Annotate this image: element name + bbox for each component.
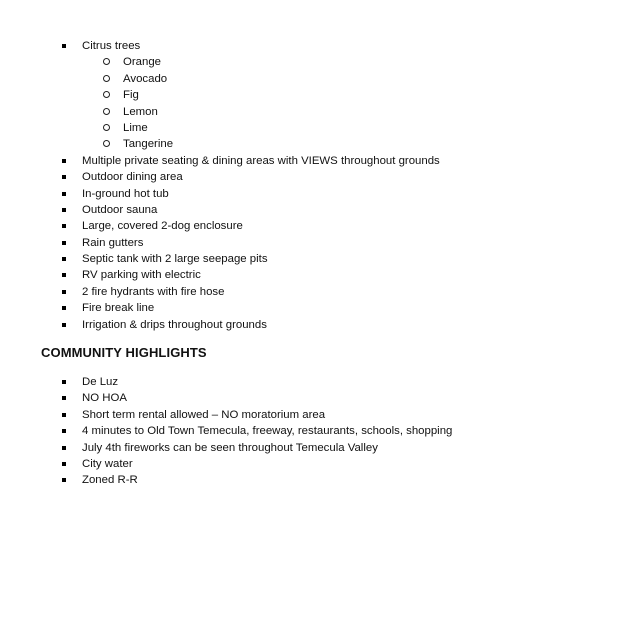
citrus-variety-text: Lemon: [123, 105, 158, 118]
list-item-text: City water: [82, 457, 133, 470]
citrus-variety-text: Orange: [123, 56, 161, 69]
list-item-text: Septic tank with 2 large seepage pits: [82, 253, 268, 266]
list-item-text: In-ground hot tub: [82, 187, 169, 200]
list-item: [82, 218, 440, 234]
list-item: [82, 472, 452, 488]
circle-bullet-icon: [103, 140, 110, 147]
square-bullet-icon: [62, 224, 66, 228]
citrus-variety-item: [123, 136, 440, 152]
list-item-text: Outdoor sauna: [82, 203, 158, 216]
square-bullet-icon: [62, 478, 66, 482]
citrus-variety-item: [123, 87, 440, 103]
list-item: [82, 317, 440, 333]
list-item-text: July 4th fireworks can be seen throughout Temecula Valley: [82, 441, 378, 454]
citrus-variety-text: Tangerine: [123, 138, 174, 151]
citrus-variety-text: Lime: [123, 121, 148, 134]
list-item: [82, 423, 452, 439]
list-item-text: RV parking with electric: [82, 269, 201, 282]
list-item: [82, 284, 440, 300]
list-item: [82, 390, 452, 406]
list-item-text: Multiple private seating & dining areas with VIEWS throughout grounds: [82, 154, 440, 167]
square-bullet-icon: [62, 446, 66, 450]
list-item-text: Citrus trees: [82, 40, 141, 52]
circle-bullet-icon: [103, 108, 110, 115]
square-bullet-icon: [62, 429, 66, 433]
list-item: [82, 202, 440, 218]
square-bullet-icon: [62, 257, 66, 261]
citrus-variety-item: [123, 104, 440, 120]
list-item: [82, 186, 440, 202]
list-item: [82, 235, 440, 251]
list-item-text: Irrigation & drips throughout grounds: [82, 318, 267, 331]
list-item: [82, 374, 452, 390]
square-bullet-icon: [62, 413, 66, 417]
square-bullet-icon: [62, 241, 66, 245]
citrus-sublist-wrapper: [82, 54, 440, 152]
square-bullet-icon: [62, 380, 66, 384]
citrus-variety-item: [123, 54, 440, 70]
community-highlights-heading: COMMUNITY HIGHLIGHTS: [41, 345, 207, 360]
list-item: [82, 267, 440, 283]
citrus-variety-item: [123, 71, 440, 87]
list-item-citrus-trees: [82, 38, 440, 54]
property-features-list: [82, 38, 440, 333]
square-bullet-icon: [62, 192, 66, 196]
square-bullet-icon: [62, 323, 66, 327]
square-bullet-icon: [62, 290, 66, 294]
list-item-text: Outdoor dining area: [82, 171, 183, 184]
citrus-variety-text: Avocado: [123, 72, 168, 85]
list-item: [82, 300, 440, 316]
citrus-variety-text: Fig: [123, 89, 139, 102]
community-highlights-list: [82, 374, 452, 489]
list-item-text: Short term rental allowed – NO moratorium area: [82, 408, 326, 421]
square-bullet-icon: [62, 273, 66, 277]
square-bullet-icon: [62, 462, 66, 466]
list-item-text: 2 fire hydrants with fire hose: [82, 285, 225, 298]
list-item: [82, 407, 452, 423]
citrus-variety-item: [123, 120, 440, 136]
square-bullet-icon: [62, 208, 66, 212]
circle-bullet-icon: [103, 91, 110, 98]
list-item-text: NO HOA: [82, 392, 127, 405]
list-item-text: Fire break line: [82, 302, 155, 315]
square-bullet-icon: [62, 306, 66, 310]
list-item: [82, 169, 440, 185]
list-item: [82, 153, 440, 169]
circle-bullet-icon: [103, 124, 110, 131]
citrus-varieties-list: [123, 54, 440, 152]
list-item-text: De Luz: [82, 376, 119, 388]
list-item: [82, 440, 452, 456]
square-bullet-icon: [62, 44, 66, 48]
square-bullet-icon: [62, 396, 66, 400]
list-item-text: Rain gutters: [82, 236, 144, 249]
square-bullet-icon: [62, 175, 66, 179]
list-item-text: 4 minutes to Old Town Temecula, freeway, restaurants, schools, shopping: [82, 425, 453, 438]
circle-bullet-icon: [103, 75, 110, 82]
list-item: [82, 251, 440, 267]
list-item-text: Large, covered 2-dog enclosure: [82, 220, 243, 233]
list-item: [82, 456, 452, 472]
list-item-text: Zoned R-R: [82, 474, 138, 487]
circle-bullet-icon: [103, 58, 110, 65]
square-bullet-icon: [62, 159, 66, 163]
